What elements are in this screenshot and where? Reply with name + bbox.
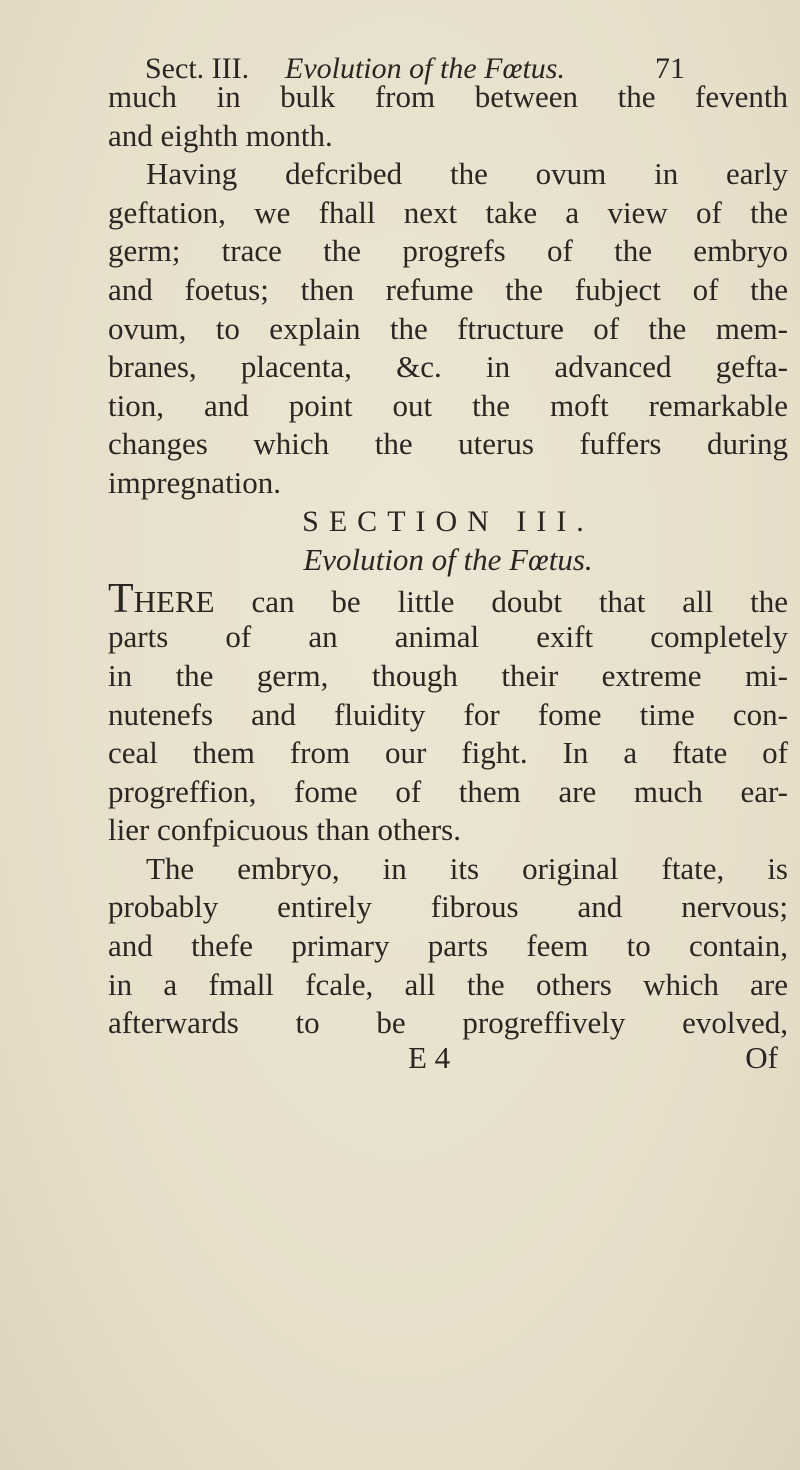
text-line: branes, placenta, &c. in advanced gefta-	[108, 349, 788, 385]
text-line: probably entirely fibrous and nervous;	[108, 889, 788, 925]
text-line: in a fmall fcale, all the others which are	[108, 966, 788, 1002]
first-line-rest: HERE can be little doubt that all the	[133, 583, 788, 619]
text-line: much in bulk from between the feventh	[108, 79, 788, 114]
text-line: afterwards to be progreffively evolved,	[108, 1005, 788, 1041]
catchword: Of	[745, 1040, 778, 1075]
text-line: in the germ, though their extreme mi-	[108, 657, 788, 693]
text-line: changes which the uterus fuffers during	[108, 426, 788, 462]
section-subtitle: Evolution of the Fœtus.	[303, 542, 593, 578]
text-line: progreffion, fome of them are much ear-	[108, 773, 788, 809]
page-number: 71	[655, 52, 685, 85]
text-line: ovum, to explain the ftructure of the mem-	[108, 310, 788, 346]
text-line: and foetus; then refume the fubject of the	[108, 271, 788, 307]
drop-cap: T	[108, 575, 134, 622]
page-body	[108, 78, 788, 1043]
text-line: and thefe primary parts feem to contain,	[108, 928, 788, 964]
text-line	[108, 575, 788, 622]
text-line: nutenefs and fluidity for fome time con-	[108, 696, 788, 732]
text-line: The embryo, in its original ftate, is	[146, 850, 788, 886]
header-title: Evolution of the Fœtus.	[285, 52, 565, 85]
text-line: lier confpicuous than others.	[108, 812, 461, 848]
text-line: impregnation.	[108, 464, 282, 500]
text-line: and eighth month.	[108, 117, 333, 153]
signature-mark: E 4	[408, 1040, 451, 1075]
text-line: Having defcribed the ovum in early	[146, 156, 788, 192]
header-section: Sect. III.	[145, 52, 250, 85]
page-footer	[108, 1040, 788, 1080]
text-line: ceal them from our fight. In a ftate of	[108, 735, 788, 771]
text-line: tion, and point out the moft remarkable	[108, 387, 788, 423]
text-line: parts of an animal exift completely	[108, 619, 788, 655]
text-line: geftation, we fhall next take a view of the	[108, 194, 788, 230]
text-line: germ; trace the progrefs of the embryo	[108, 233, 788, 269]
section-heading: SECTION III.	[302, 504, 594, 538]
